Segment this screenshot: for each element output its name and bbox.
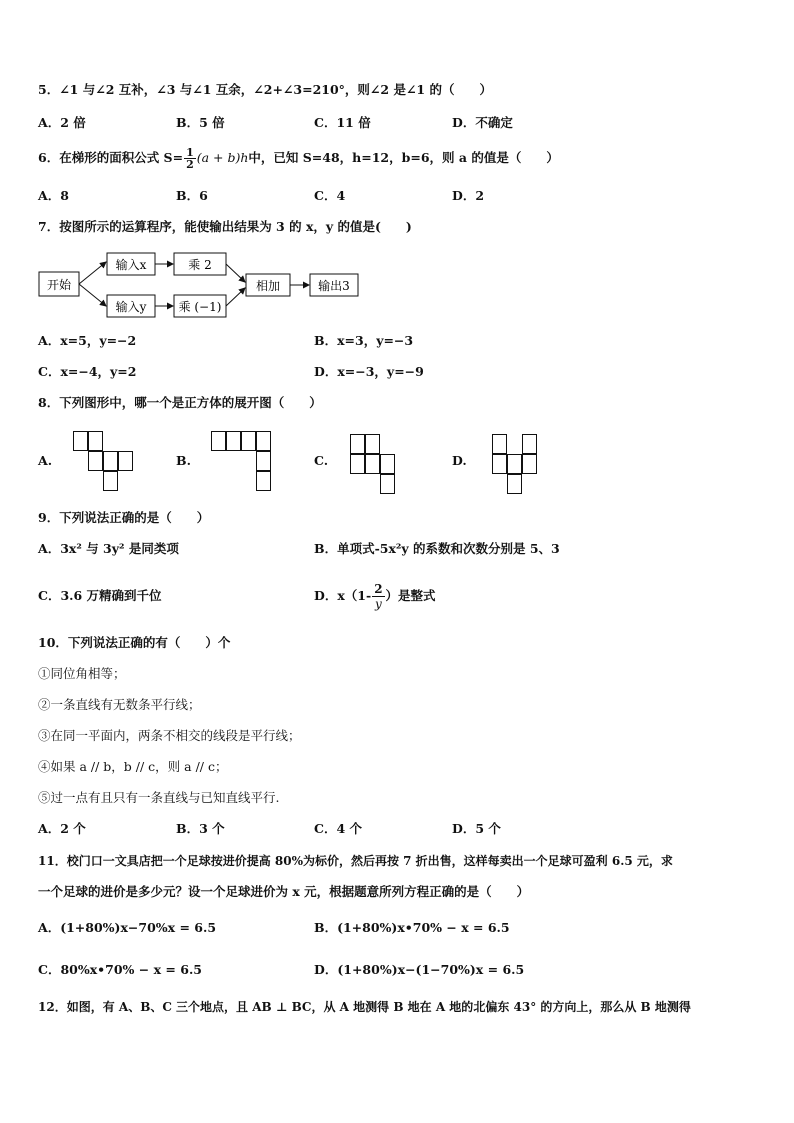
q10-item-4: ④如果 a // b，b // c，则 a // c； — [38, 759, 228, 774]
q9-option-d-post: ）是整式 — [385, 588, 436, 603]
q7-flowchart — [38, 250, 368, 322]
q8-label-a: A. — [38, 453, 53, 468]
q7-stem: 7．按图所示的运算程序，能使输出结果为 3 的 x，y 的值是( ) — [38, 219, 412, 234]
q9-option-d-fraction — [372, 582, 384, 611]
flow-mult-neg1-box — [174, 295, 226, 317]
q6-frac-num: 1 — [186, 146, 194, 159]
q8-net-b — [211, 431, 275, 495]
net-cell — [256, 431, 271, 451]
net-cell — [492, 434, 507, 454]
q11-option-d: D．(1+80%)x−(1−70%)x = 6.5 — [314, 962, 525, 977]
flow-start-label: 开始 — [46, 278, 72, 292]
net-cell — [241, 431, 256, 451]
q8-net-d — [492, 434, 556, 498]
q10-option-a: A．2 个 — [38, 821, 86, 836]
flow-input-x-label: 输入x — [115, 258, 147, 272]
q7-option-c: C．x=−4，y=2 — [38, 364, 137, 379]
q5-option-b: B．5 倍 — [176, 115, 225, 130]
net-cell — [507, 474, 522, 494]
q12-stem: 12．如图，有 A、B、C 三个地点，且 AB ⊥ BC，从 A 地测得 B 地在 A 地的北偏东 43° 的方向上，那么从 B 地测得 — [38, 1000, 691, 1014]
net-cell — [103, 471, 118, 491]
flow-arrow — [226, 264, 245, 282]
q6-stem — [38, 147, 559, 170]
q8-label-c: C. — [314, 453, 329, 468]
q8-label-b: B. — [176, 453, 191, 468]
net-cell — [365, 454, 380, 474]
net-cell — [88, 431, 103, 451]
net-cell — [350, 454, 365, 474]
flow-mult2-label: 乘 2 — [188, 258, 212, 272]
q6-stem-post: 中，已知 S=48，h=12，b=6，则 a 的值是（ ） — [248, 150, 559, 165]
q11-stem-line1: 11．校门口一文具店把一个足球按进价提高 80%为标价，然后再按 7 折出售，这样每卖出一个足球可盈利 6.5 元，求 — [38, 854, 673, 868]
flow-output-box — [310, 274, 358, 296]
q10-option-b: B．3 个 — [176, 821, 225, 836]
net-cell — [522, 454, 537, 474]
net-cell — [492, 454, 507, 474]
flow-arrow — [226, 288, 245, 306]
net-cell — [350, 434, 365, 454]
q5-stem: 5．∠1 与∠2 互补，∠3 与∠1 互余，∠2+∠3=210°，则∠2 是∠1 的（ ） — [38, 82, 492, 97]
q9-option-c: C．3.6 万精确到千位 — [38, 588, 162, 603]
q10-option-c: C．4 个 — [314, 821, 362, 836]
flow-input-y-box — [107, 295, 155, 317]
net-cell — [211, 431, 226, 451]
q9-option-b: B．单项式-5x²y 的系数和次数分别是 5、3 — [314, 541, 560, 556]
q6-option-b: B．6 — [176, 188, 208, 203]
q11-stem-line2: 一个足球的进价是多少元？设一个足球进价为 x 元，根据题意所列方程正确的是（ ） — [38, 884, 530, 899]
q7-option-b: B．x=3，y=−3 — [314, 333, 414, 348]
net-cell — [226, 431, 241, 451]
q7-option-a: A．x=5，y=−2 — [38, 333, 137, 348]
net-cell — [103, 451, 118, 471]
q9-option-a: A．3x² 与 3y² 是同类项 — [38, 541, 179, 556]
net-cell — [365, 434, 380, 454]
q6-formula: (a + b)h — [196, 150, 249, 165]
flow-arrow — [79, 284, 106, 306]
q10-item-3: ③在同一平面内，两条不相交的线段是平行线； — [38, 728, 301, 743]
q6-option-a: A．8 — [38, 188, 69, 203]
net-cell — [380, 474, 395, 494]
q9-stem: 9．下列说法正确的是（ ） — [38, 510, 210, 525]
q10-item-5: ⑤过一点有且只有一条直线与已知直线平行. — [38, 790, 280, 805]
q11-option-a: A．(1+80%)x−70%x = 6.5 — [38, 920, 217, 935]
q5-option-d: D．不确定 — [452, 115, 513, 130]
q7-option-d: D．x=−3，y=−9 — [314, 364, 424, 379]
q6-fraction — [184, 147, 196, 170]
flow-output-label: 输出3 — [318, 279, 350, 293]
q11-option-c: C．80%x•70% − x = 6.5 — [38, 962, 202, 977]
q6-stem-pre: 6．在梯形的面积公式 S= — [38, 150, 184, 165]
net-cell — [88, 451, 103, 471]
flow-arrow — [79, 262, 106, 284]
q11-option-b: B．(1+80%)x•70% − x = 6.5 — [314, 920, 510, 935]
q10-stem: 10．下列说法正确的有（ ）个 — [38, 635, 231, 650]
net-cell — [118, 451, 133, 471]
q9-option-d — [314, 576, 436, 616]
q8-label-d: D. — [452, 453, 467, 468]
q8-net-c — [350, 434, 414, 498]
q5-option-a: A．2 倍 — [38, 115, 86, 130]
flow-start-box — [39, 272, 79, 296]
flow-mult2-box — [174, 253, 226, 275]
net-cell — [507, 454, 522, 474]
q9-frac-den: y — [374, 597, 382, 611]
q9-option-d-pre: D．x（1- — [314, 588, 372, 603]
q10-item-2: ②一条直线有无数条平行线； — [38, 697, 201, 712]
flow-add-box — [246, 274, 290, 296]
q10-item-1: ①同位角相等； — [38, 666, 126, 681]
q6-option-d: D．2 — [452, 188, 485, 203]
q10-option-d: D．5 个 — [452, 821, 501, 836]
q6-frac-den: 2 — [186, 158, 194, 171]
net-cell — [522, 434, 537, 454]
q8-stem: 8．下列图形中，哪一个是正方体的展开图（ ） — [38, 395, 322, 410]
q8-net-a — [73, 431, 137, 495]
flow-input-y-label: 输入y — [115, 300, 147, 314]
net-cell — [73, 431, 88, 451]
flow-mult-neg1-label: 乘 (−1) — [178, 300, 222, 314]
net-cell — [256, 471, 271, 491]
flow-add-label: 相加 — [255, 279, 281, 293]
net-cell — [380, 454, 395, 474]
q5-option-c: C．11 倍 — [314, 115, 371, 130]
q9-frac-num: 2 — [374, 582, 383, 596]
net-cell — [256, 451, 271, 471]
flow-input-x-box — [107, 253, 155, 275]
q6-option-c: C．4 — [314, 188, 346, 203]
